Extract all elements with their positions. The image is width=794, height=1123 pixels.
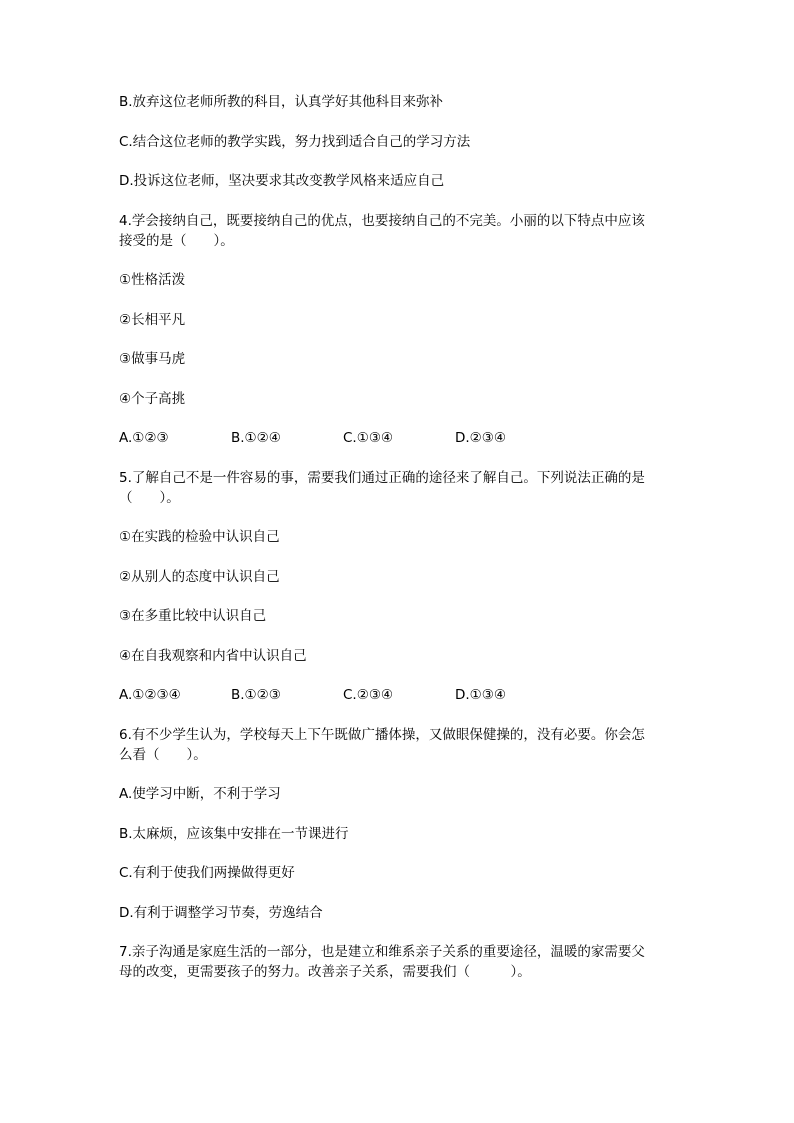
- document-page: [119, 92, 679, 982]
- q3-option-c: C.结合这位老师的教学实践，努力找到适合自己的学习方法: [119, 133, 471, 150]
- q7-stem-line1: 7.亲子沟通是家庭生活的一部分，也是建立和维系亲子关系的重要途径，温暖的家需要父: [119, 944, 645, 960]
- q3-option-d: D.投诉这位老师，坚决要求其改变教学风格来适应自己: [119, 173, 445, 189]
- q4-choice-a: A.①②③: [119, 430, 169, 446]
- q4-item-2: ②长相平凡: [119, 311, 186, 328]
- q5-stem-line1: 5.了解自己不是一件容易的事，需要我们通过正确的途径来了解自己。下列说法正确的是: [119, 469, 645, 486]
- q3-option-b: B.放弃这位老师所教的科目，认真学好其他科目来弥补: [119, 94, 444, 110]
- q4-choice-b: B.①②④: [231, 430, 281, 446]
- q5-stem-line2: （ ）。: [119, 489, 180, 506]
- q4-choice-d: D.②③④: [455, 430, 506, 446]
- q5-choice-a: A.①②③④: [119, 687, 181, 703]
- q5-item-1: ①在实践的检验中认识自己: [119, 529, 280, 545]
- q4-stem: [119, 211, 679, 251]
- q5-choice-b: B.①②③: [231, 687, 281, 703]
- q5-choice-d: D.①③④: [455, 687, 506, 703]
- q5-choices: [119, 685, 679, 705]
- q6-stem: [119, 725, 679, 765]
- q4-choice-c: C.①③④: [343, 430, 394, 446]
- q4-choices: [119, 428, 679, 448]
- q6-stem-line2: 么看（ ）。: [119, 746, 207, 763]
- q5-stem: [119, 468, 679, 508]
- q4-item-4: ④个子高挑: [119, 390, 186, 407]
- q5-item-4: ④在自我观察和内省中认识自己: [119, 647, 307, 664]
- q7-stem-line2: 母的改变，更需要孩子的努力。改善亲子关系，需要我们（ ）。: [119, 964, 531, 980]
- q4-item-3: ③做事马虎: [119, 351, 186, 367]
- q4-stem-line1: 4.学会接纳自己，既要接纳自己的优点，也要接纳自己的不完美。小丽的以下特点中应该: [119, 212, 645, 229]
- q5-item-3: ③在多重比较中认识自己: [119, 608, 267, 624]
- q6-option-c: C.有利于使我们两操做得更好: [119, 865, 295, 881]
- q6-stem-line1: 6.有不少学生认为，学校每天上下午既做广播体操，又做眼保健操的，没有必要。你会怎: [119, 726, 645, 743]
- q6-option-d: D.有利于调整学习节奏，劳逸结合: [119, 904, 323, 921]
- q5-item-2: ②从别人的态度中认识自己: [119, 568, 280, 585]
- q6-option-b: B.太麻烦，应该集中安排在一节课进行: [119, 825, 349, 842]
- q7-stem: [119, 942, 679, 982]
- q6-option-a: A.使学习中断，不利于学习: [119, 786, 281, 802]
- q4-item-1: ①性格活泼: [119, 272, 186, 288]
- q4-stem-line2: 接受的是（ ）。: [119, 232, 234, 249]
- q5-choice-c: C.②③④: [343, 687, 394, 703]
